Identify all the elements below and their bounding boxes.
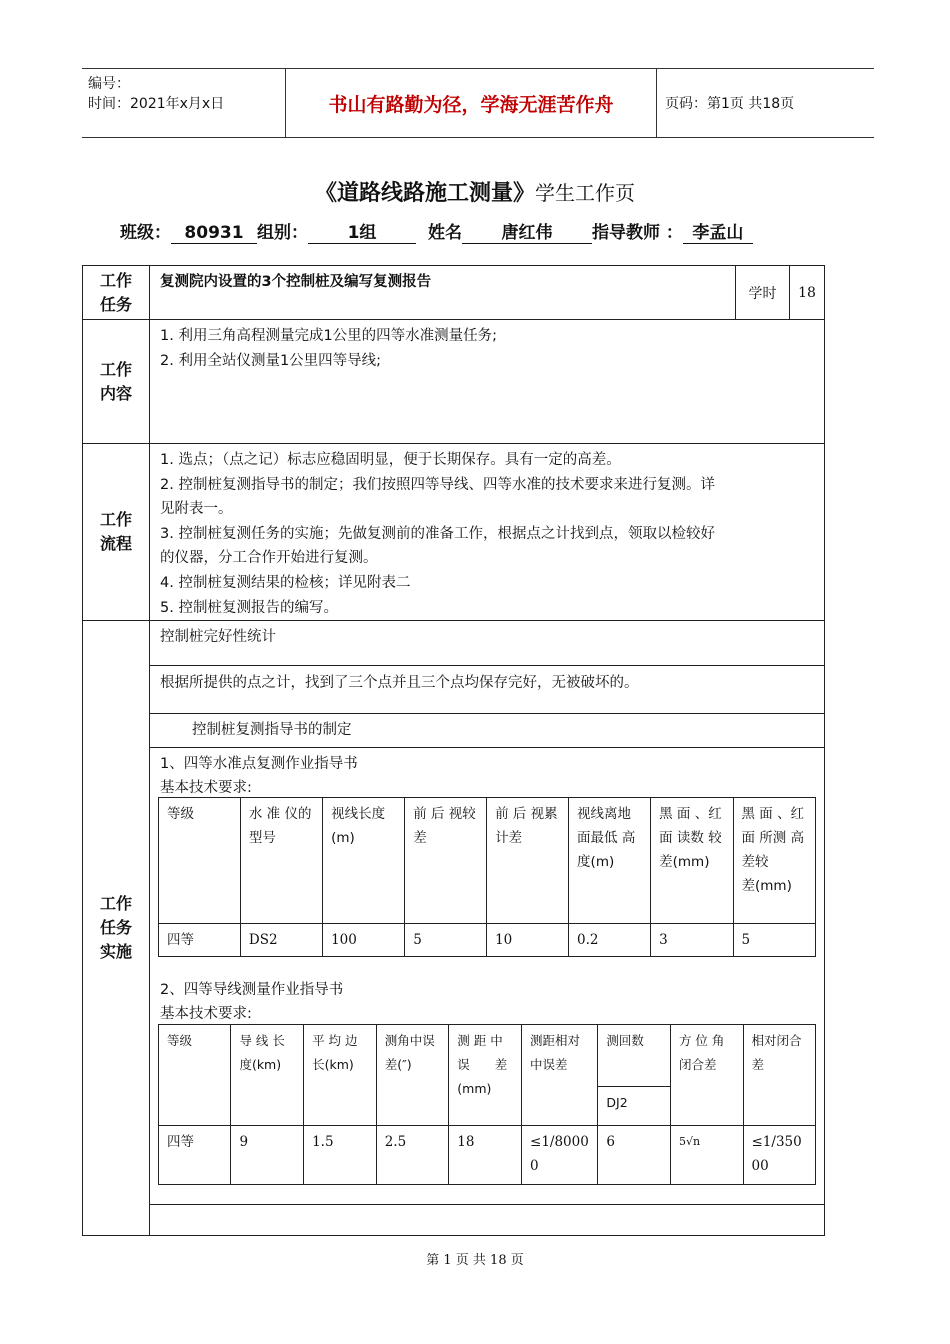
class-value: 80931 bbox=[171, 223, 257, 244]
level-header-cell: 等级 bbox=[159, 798, 241, 924]
level-header-cell: 黑 面 、红 面 所测 高 差较 差(mm) bbox=[733, 798, 815, 924]
traverse-cell: ≤1/80000 bbox=[522, 1126, 598, 1185]
flow-item: 5. 控制桩复测报告的编写。 bbox=[160, 599, 338, 616]
title-sub: 学生工作页 bbox=[535, 181, 635, 205]
level-title: 1、四等水准点复测作业指导书 bbox=[160, 756, 358, 772]
traverse-header-cell: 测距相对中误差 bbox=[522, 1025, 598, 1126]
traverse-subheader-cell: DJ2 bbox=[598, 1086, 671, 1125]
hours-value: 18 bbox=[789, 265, 825, 320]
traverse-header-cell: 测回数 bbox=[598, 1025, 671, 1087]
title-main: 《道路线路施工测量》 bbox=[314, 181, 535, 206]
teacher-value: 李孟山 bbox=[683, 218, 753, 244]
class-label: 班级： bbox=[120, 223, 171, 243]
flow-item: 4. 控制桩复测结果的检核；详见附表二 bbox=[160, 574, 411, 591]
level-cell: 10 bbox=[487, 924, 569, 957]
time-label: 时间：2021年x月x日 bbox=[88, 96, 225, 112]
traverse-header-cell: 平 均 边长(km) bbox=[304, 1025, 377, 1126]
flow-item: 1. 选点；（点之记）标志应稳固明显，便于长期保存。具有一定的高差。 bbox=[160, 452, 621, 468]
flow-item: 见附表一。 bbox=[160, 501, 233, 518]
flow-item: 2. 控制桩复测指导书的制定；我们按照四等导线、四等水准的技术要求来进行复测。详 bbox=[160, 476, 715, 493]
table-header-row bbox=[159, 1025, 816, 1087]
level-table bbox=[158, 797, 816, 957]
group-value: 1组 bbox=[308, 218, 416, 244]
content-item: 1. 利用三角高程测量完成1公里的四等水准测量任务; bbox=[160, 328, 498, 344]
traverse-cell: 5√n bbox=[670, 1126, 743, 1185]
level-header-cell: 前 后 视累计差 bbox=[487, 798, 569, 924]
motto: 书山有路勤为径，学海无涯苦作舟 bbox=[286, 69, 657, 137]
level-header-cell: 水 准 仪的型号 bbox=[240, 798, 322, 924]
flow-label bbox=[82, 443, 150, 621]
integrity-text: 根据所提供的点之计，找到了三个点并且三个点均保存完好，无被破坏的。 bbox=[160, 675, 639, 691]
implement-label-text: 工作任务实施 bbox=[99, 894, 132, 961]
level-header-cell: 黑 面 、红 面 读数 较 差(mm) bbox=[651, 798, 733, 924]
table-header-row bbox=[159, 798, 816, 924]
bottom-divider bbox=[149, 1204, 825, 1205]
student-info bbox=[120, 218, 753, 244]
level-cell: DS2 bbox=[240, 924, 322, 957]
flow-item: 的仪器，分工合作开始进行复测。 bbox=[160, 550, 378, 567]
level-header-cell: 前 后 视较差 bbox=[405, 798, 487, 924]
content-label-text: 工作内容 bbox=[99, 359, 132, 403]
table-row bbox=[159, 924, 816, 957]
number-label: 编号： bbox=[88, 76, 130, 92]
page-header bbox=[82, 68, 874, 138]
teacher-label: 指导教师 ： bbox=[592, 223, 683, 243]
header-meta bbox=[82, 69, 286, 137]
traverse-cell: 四等 bbox=[159, 1126, 231, 1185]
level-cell: 四等 bbox=[159, 924, 241, 957]
level-header-cell: 视线离地面最低 高 度(m) bbox=[569, 798, 651, 924]
level-cell: 5 bbox=[405, 924, 487, 957]
traverse-header-cell: 方 位 角闭合差 bbox=[670, 1025, 743, 1126]
page-label: 页码：第1页 共18页 bbox=[665, 96, 795, 112]
flow-cell bbox=[149, 443, 825, 621]
page-title bbox=[0, 176, 950, 207]
traverse-cell: 2.5 bbox=[376, 1126, 449, 1185]
name-label: 姓名 bbox=[428, 223, 462, 243]
page-footer: 第 1 页 共 18 页 bbox=[426, 1253, 524, 1268]
table-row bbox=[159, 1126, 816, 1185]
traverse-cell: 1.5 bbox=[304, 1126, 377, 1185]
implement-label bbox=[82, 620, 150, 1236]
task-text: 复测院内设置的3个控制桩及编写复测报告 bbox=[149, 265, 736, 320]
traverse-title: 2、四等导线测量作业指导书 bbox=[160, 982, 344, 998]
traverse-cell: ≤1/35000 bbox=[743, 1126, 816, 1185]
traverse-table bbox=[158, 1024, 816, 1185]
name-value: 唐红伟 bbox=[462, 218, 592, 244]
level-cell: 3 bbox=[651, 924, 733, 957]
traverse-cell: 9 bbox=[231, 1126, 304, 1185]
level-cell: 0.2 bbox=[569, 924, 651, 957]
traverse-header-cell: 测 距 中误 差(mm) bbox=[449, 1025, 522, 1126]
hours-label: 学时 bbox=[735, 265, 790, 320]
content-cell bbox=[149, 319, 825, 444]
guide-title: 控制桩复测指导书的制定 bbox=[192, 722, 352, 738]
traverse-req: 基本技术要求: bbox=[160, 1006, 252, 1022]
level-cell: 5 bbox=[733, 924, 815, 957]
traverse-cell: 18 bbox=[449, 1126, 522, 1185]
traverse-cell: 6 bbox=[598, 1126, 671, 1185]
traverse-header-cell: 等级 bbox=[159, 1025, 231, 1126]
content-item: 2. 利用全站仪测量1公里四等导线; bbox=[160, 353, 382, 369]
task-label bbox=[82, 265, 150, 320]
flow-label-text: 工作流程 bbox=[99, 510, 132, 553]
traverse-header-cell: 测角中误差(″) bbox=[376, 1025, 449, 1126]
level-req: 基本技术要求: bbox=[160, 780, 252, 796]
content-label bbox=[82, 319, 150, 444]
level-header-cell: 视线长度 (m) bbox=[323, 798, 405, 924]
level-cell: 100 bbox=[323, 924, 405, 957]
group-label: 组别： bbox=[257, 223, 308, 243]
task-label-text: 工作任务 bbox=[99, 270, 132, 314]
integrity-title: 控制桩完好性统计 bbox=[160, 629, 276, 645]
flow-item: 3. 控制桩复测任务的实施；先做复测前的准备工作，根据点之计找到点，领取以检较好 bbox=[160, 525, 715, 542]
traverse-header-cell: 导 线 长度(km) bbox=[231, 1025, 304, 1126]
traverse-header-cell: 相对闭合差 bbox=[743, 1025, 816, 1126]
